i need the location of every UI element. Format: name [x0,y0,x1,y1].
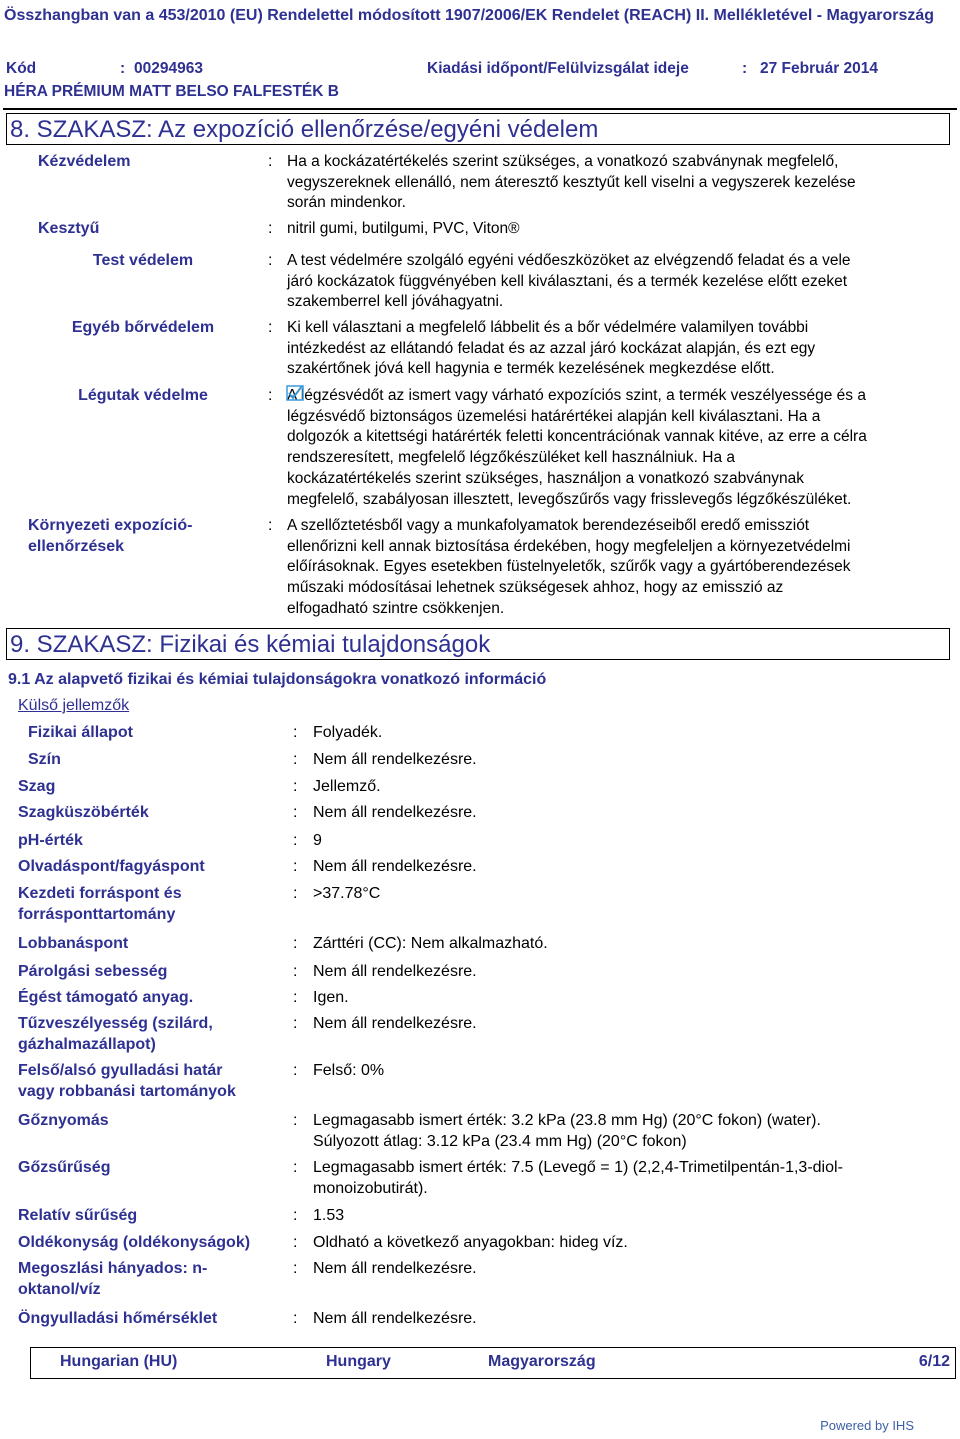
property-value: Nem áll rendelkezésre. [313,1015,477,1032]
property-value: Nem áll rendelkezésre. [313,858,477,875]
property-colon: : [293,1234,298,1251]
property-label: Öngyulladási hőmérséklet [18,1310,218,1327]
section8-colon: : [268,252,273,269]
property-label: forrásponttartomány [18,905,176,923]
property-label: Gőzsűrűség [18,1159,111,1176]
section8-text-line: járó kockázatok függvényében kell kiválasztani, és a termék kezelése előtt ezeket [287,272,848,290]
property-label: Égést támogató anyag. [18,989,194,1006]
property-label: oktanol/víz [18,1280,101,1298]
property-label: Párolgási sebesség [18,963,168,980]
property-colon: : [293,751,298,768]
section8-text-line: kockázatértékelés szerint szükséges, használjon a vonatkozó szabványnak [287,469,804,487]
property-colon: : [293,724,298,741]
section8-text-line: műszaki módosításai lehetnek szükségesek ahhoz, hogy az emisszió az [287,579,784,597]
product-name: HÉRA PRÉMIUM MATT BELSO FALFESTÉK B [4,83,339,100]
section8-text-line: elfogadható szintre csökkenjen. [287,599,505,617]
property-value: monoizobutirát). [313,1179,428,1197]
section8-text-line: A test védelmére szolgáló egyéni védőeszközöket az elvégzendő feladat és a vele [287,252,851,269]
section9-title: 9. SZAKASZ: Fizikai és kémiai tulajdonságok [10,631,491,658]
property-value: Legmagasabb ismert érték: 3.2 kPa (23.8 mm Hg) (20°C fokon) (water). [313,1112,821,1129]
section8-colon: : [268,517,273,534]
property-colon: : [293,858,298,875]
section8-label: Egyéb bőrvédelem [71,319,215,336]
checkmark-icon [286,385,304,401]
code-label: Kód [6,60,37,77]
section8-label: Kesztyű [38,220,100,237]
property-label: Szagküszöbérték [18,804,149,821]
property-colon: : [293,1159,298,1176]
powered-by-link[interactable]: Powered by IHS [820,1418,914,1433]
header-rule [3,108,957,110]
property-label: Felső/alsó gyulladási határ [18,1062,223,1079]
property-value: 1.53 [313,1207,345,1224]
property-value: Felső: 0% [313,1062,385,1079]
property-colon: : [293,804,298,821]
property-value: Igen. [313,989,349,1006]
section8-text-line: nitril gumi, butilgumi, PVC, Viton® [287,220,520,237]
footer-page-number: 6/12 [918,1353,950,1370]
footer-language: Hungarian (HU) [60,1353,178,1370]
property-colon: : [293,1062,298,1079]
property-colon: : [293,885,298,902]
property-label: pH-érték [18,832,83,849]
external-characteristics-label: Külső jellemzők [18,697,130,714]
section8-colon: : [268,319,273,336]
property-colon: : [293,1015,298,1032]
code-value: 00294963 [134,60,203,77]
property-label: gázhalmazállapot) [18,1035,156,1053]
property-value: Nem áll rendelkezésre. [313,1260,477,1277]
property-value: 9 [313,832,322,849]
property-value: Nem áll rendelkezésre. [313,804,477,821]
property-label: Fizikai állapot [28,724,133,741]
section8-text-line: légzésvédő biztonságos üzemelési határértékei alapján kell kiválasztani. Ha a [287,407,821,425]
property-colon: : [293,1112,298,1129]
section9-title-box [6,628,950,660]
footer-country: Hungary [326,1353,391,1370]
section8-label: Test védelem [92,252,194,269]
property-colon: : [293,963,298,980]
property-value: >37.78°C [313,885,381,902]
property-value: Nem áll rendelkezésre. [313,963,477,980]
section8-text-line: Ha a kockázatértékelés szerint szükséges, a vonatkozó szabványnak megfelelő, [287,153,839,170]
property-value: Nem áll rendelkezésre. [313,751,477,768]
property-label: Szín [28,751,61,768]
property-label: Kezdeti forráspont és [18,885,182,902]
section8-text-line: ellenőrizni kell annak biztosítása érdekében, hogy megfeleljen a környezetvédelmi [287,537,851,555]
section9-subtitle: 9.1 Az alapvető fizikai és kémiai tulajdonságokra vonatkozó információ [8,671,547,688]
section8-colon: : [268,220,273,237]
regulation-title: Összhangban van a 453/2010 (EU) Rendelettel módosított 1907/2006/EK Rendelet (REACH) II. Mellékletével - Magyarország [4,7,935,24]
section8-colon: : [268,153,273,170]
property-value: Oldható a következő anyagokban: hideg víz. [313,1234,628,1251]
section8-label-line: Környezeti expozíció- [28,517,193,534]
section8-text-line: Ki kell választani a megfelelő lábbelit és a bőr védelmére valamilyen további [287,319,809,336]
footer-country-local: Magyarország [488,1353,596,1370]
property-label: Lobbanáspont [18,935,129,952]
section8-text-line: dolgozók a kitettségi határérték feletti koncentrációnak vannak kitéve, az erre a célra [287,428,867,446]
property-label: Gőznyomás [18,1112,109,1129]
section8-label-line: ellenőrzések [28,538,125,555]
section8-text-line: szakemberrel kell jóváhagyatni. [287,293,504,311]
property-value: Legmagasabb ismert érték: 7.5 (Levegő = 1) (2,2,4-Trimetilpentán-1,3-diol- [313,1159,843,1176]
section8-text-line: szakértőnek jóvá kell hagynia e termék kezelésének megkezdése előtt. [287,360,775,378]
property-colon: : [293,832,298,849]
section8-title-box [6,113,950,145]
property-value: Zárttéri (CC): Nem alkalmazható. [313,935,548,952]
issue-value: 27 Február 2014 [760,60,879,77]
section8-text-line: vegyszereknek ellenálló, nem áteresztő kesztyűt kell viselni a vegyszerek kezelése [287,173,856,191]
property-colon: : [293,1260,298,1277]
section8-label: Légutak védelme [78,387,208,404]
property-label: Tűzveszélyesség (szilárd, [18,1015,213,1032]
issue-label: Kiadási időpont/Felülvizsgálat ideje [427,60,689,77]
property-label: Szag [18,778,56,795]
property-colon: : [293,1310,298,1327]
section8-text-line: előírásoknak. Egyes esetekben füstelnyeletők, szűrők vagy a gyártóberendezések [287,558,851,576]
section8-text-line: intézkedést az ellátandó feladat és az azzal járó kockázat alapján, és ezt egy [287,339,816,357]
section8-text-line: során mindenkor. [287,194,406,212]
property-label: Relatív sűrűség [18,1207,138,1224]
section8-text-line: A szellőztetésből vagy a munkafolyamatok berendezéseiből eredő emissziót [287,517,810,534]
property-label: Megoszlási hányados: n- [18,1260,208,1277]
section8-text-line: megfelelő, szabályosan illesztett, levegőszűrős vagy frisslevegős légzőkészüléket. [287,490,852,508]
property-colon: : [293,989,298,1006]
property-value: Nem áll rendelkezésre. [313,1310,477,1327]
section8-label: Kézvédelem [38,153,131,170]
property-value: Jellemző. [313,778,381,795]
section8-text-line: rendszeresített, megfelelő légzőkészüléket kell használniuk. Ha a [287,449,736,467]
property-colon: : [293,935,298,952]
property-colon: : [293,778,298,795]
section8-colon: : [268,387,273,404]
code-colon: : [120,60,126,77]
property-label: Oldékonyság (oldékonyságok) [18,1234,251,1251]
section8-text-line: A légzésvédőt az ismert vagy várható expozíciós szint, a termék veszélyessége és a [287,387,866,404]
section8-title: 8. SZAKASZ: Az expozíció ellenőrzése/egyéni védelem [10,116,599,143]
property-label: vagy robbanási tartományok [18,1082,236,1100]
property-label: Olvadáspont/fagyáspont [18,858,205,875]
property-colon: : [293,1207,298,1224]
property-value: Folyadék. [313,724,383,741]
issue-colon: : [742,60,748,77]
property-value: Súlyozott átlag: 3.12 kPa (23.4 mm Hg) (20°C fokon) [313,1132,687,1150]
